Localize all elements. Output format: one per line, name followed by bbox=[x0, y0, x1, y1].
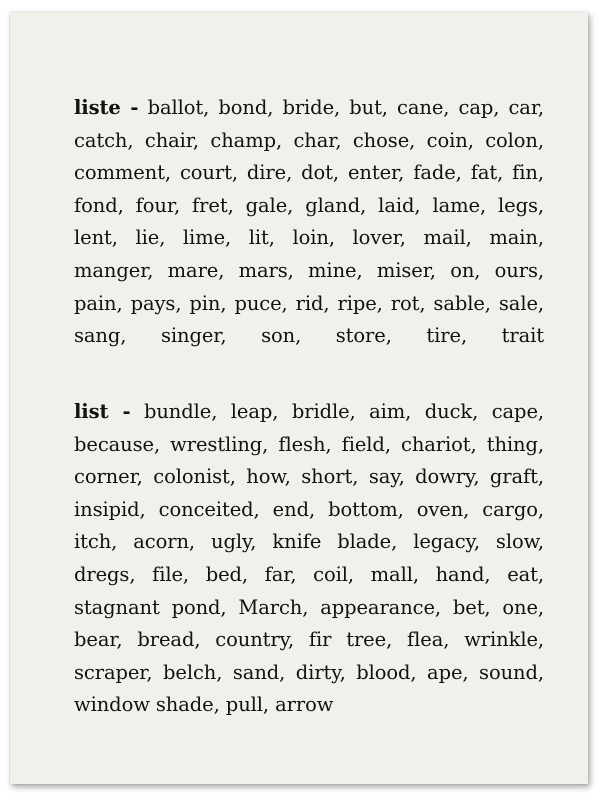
paper-sheet bbox=[10, 12, 588, 784]
term-liste: liste - bbox=[74, 96, 139, 119]
words-liste: ballot, bond, bride, but, cane, cap, car, catch, chair, champ, char, chose, coin, colon, comment, court, dire, dot, enter, fade, fat, fin, fond, four, fret, gale, gland, laid, lame, legs, lent, lie, lime, lit, loin, lover, mail, main, manger, mare, mars, mine, miser, on, ours, pain, pays, pin, puce, rid, ripe, rot, sable, sale, sang, singer, son, store, tire, trait bbox=[74, 96, 544, 348]
term-list: list - bbox=[74, 400, 131, 423]
section-liste bbox=[74, 92, 544, 353]
words-list: bundle, leap, bridle, aim, duck, cape, because, wrestling, flesh, field, chariot, thing, corner, colonist, how, short, say, dowry, graft, insipid, conceited, end, bottom, oven, cargo, itch, acorn, ugly, knife blade, legacy, slow, dregs, file, bed, far, coil, mall, hand, eat, stagnant pond, March, appearance, bet, one, bear, bread, country, fir tree, flea, wrinkle, scraper, belch, sand, dirty, blood, ape, sound, window shade, pull, arrow bbox=[74, 400, 544, 717]
section-list bbox=[74, 396, 544, 722]
